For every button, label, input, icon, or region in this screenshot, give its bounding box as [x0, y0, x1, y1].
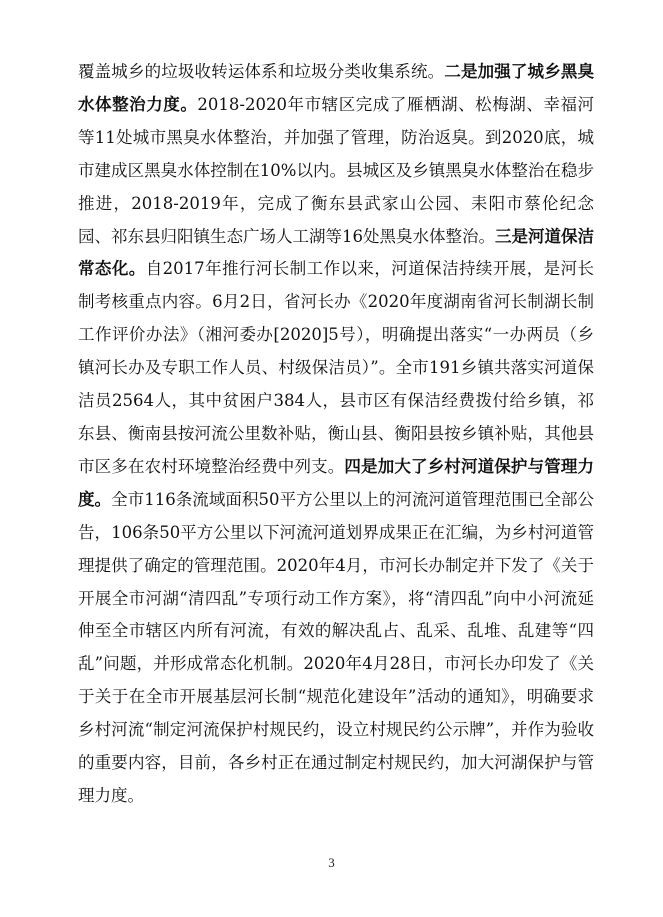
bold-heading-segment: 四是加大了乡村河道保护与管理力度。 — [78, 456, 595, 509]
text-segment: 2018-2020年市辖区完成了雁栖湖、松梅湖、幸福河等11处城市黑臭水体整治，并加强了管理，防治返臭。到2020底，城市建成区黑臭水体控制在10%以内。县城区及乡镇黑臭水体整治在稳步推进，2018-2019年，完成了衡东县武家山公园、耒阳市蔡伦纪念园、祁东县归阳镇生态广场人工湖等16处黑臭水体整治。 — [78, 94, 594, 246]
page-number: 3 — [328, 855, 335, 870]
text-segment: 全市116条流域面积50平方公里以上的河流河道管理范围已全部公告，106条50平方公里以下河流河道划界成果正在汇编，为乡村河道管理提供了确定的管理范围。2020年4月，市河长办制定并下发了《关于开展全市河湖“清四乱”专项行动工作方案》，将“清四乱”向中小河流延伸至全市辖区内所有河流，有效的解决乱占、乱采、乱堆、乱建等“四乱”问题，并形成常态化机制。2020年4月28日，市河长办印发了《关于关于在全市开展基层河长制“规范化建设年”活动的通知》，明确要求乡村河流“制定河流保护村规民约，设立村规民约公示牌”，并作为验收的重要内容，目前，各乡村正在通过制定村规民约，加大河湖保护与管理力度。 — [78, 489, 594, 805]
bold-heading-segment: 三是河道保洁常态化。 — [78, 226, 594, 279]
bold-heading-segment: 二是加强了城乡黑臭水体整治力度。 — [78, 62, 595, 114]
text-segment: 自2017年推行河长制工作以来，河道保洁持续开展，是河长制考核重点内容。6月2日，省河长办《2020年度湖南省河长制湖长制工作评价办法》（湘河委办[2020]5号），明确提出落实“一办两员（乡镇河长办及专职工作人员、村级保洁员）”。全市191乡镇共落实河道保洁员2564人，其中贫困户384人，县市区有保洁经费拨付给乡镇，祁东县、衡南县按河流公里数补贴，衡山县、衡阳县按乡镇补贴，其他县市区多在农村环境整治经费中列支。 — [78, 259, 594, 476]
text-segment: 覆盖城乡的垃圾收转运体系和垃圾分类收集系统。 — [78, 62, 445, 81]
body-paragraph — [78, 56, 594, 813]
